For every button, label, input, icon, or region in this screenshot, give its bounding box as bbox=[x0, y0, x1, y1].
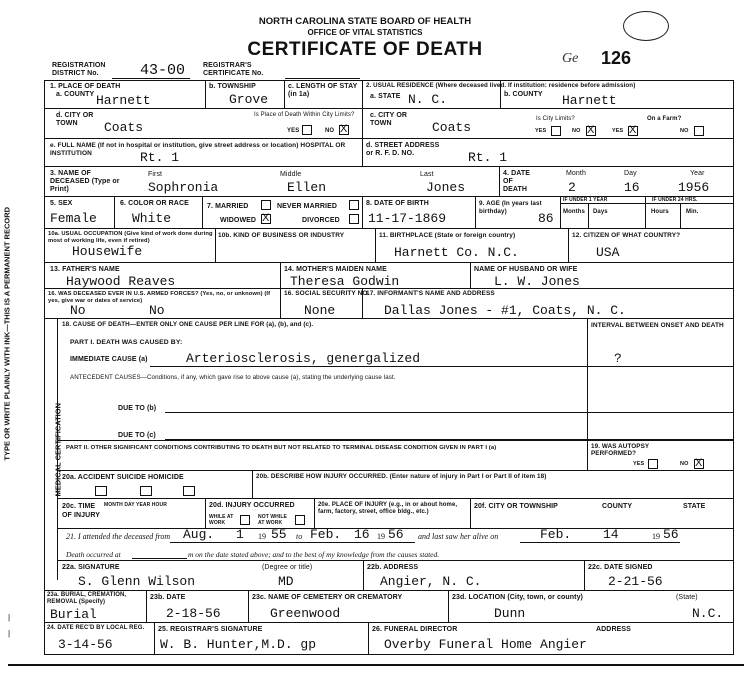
signature-value: S. Glenn Wilson bbox=[78, 574, 196, 589]
widowed-label: WIDOWED bbox=[220, 217, 257, 224]
state-f-label: STATE bbox=[683, 503, 706, 510]
homicide-checkbox[interactable] bbox=[183, 486, 195, 496]
occupation-label: 10a. USUAL OCCUPATION (Give kind of work done during most of working life, even if retired) bbox=[48, 231, 213, 244]
last-label: Last bbox=[420, 171, 434, 178]
margin-mark: | bbox=[8, 613, 11, 622]
attended-year-prefix: 19 bbox=[258, 532, 266, 541]
deceased-name-label: 3. NAME OF DECEASED (Type or Print) bbox=[50, 170, 120, 193]
death-occurred-tail: m on the date stated above; and to the best of my knowledge from the causes stated. bbox=[188, 550, 440, 559]
married-checkbox[interactable] bbox=[261, 200, 271, 210]
farm-no-checkbox[interactable] bbox=[694, 126, 704, 136]
date-of-birth-value: 11-17-1869 bbox=[368, 211, 447, 226]
certificate-number: 126 bbox=[601, 48, 632, 68]
in-city-yes-checkbox[interactable] bbox=[551, 126, 561, 136]
street-value: Rt. 1 bbox=[468, 150, 508, 165]
attended-label: 21. I attended the deceased from bbox=[66, 532, 171, 541]
day-label: Day bbox=[624, 170, 637, 177]
residence-yes-label: YES bbox=[535, 128, 547, 134]
to-label: to bbox=[296, 532, 303, 541]
immediate-cause-label: IMMEDIATE CAUSE (a) bbox=[70, 356, 148, 363]
birthplace-value: Harnett Co. N.C. bbox=[394, 245, 519, 260]
months-label: Months bbox=[563, 209, 585, 215]
month-label: Month bbox=[566, 170, 586, 177]
attended-to-year-prefix: 19 bbox=[377, 532, 385, 541]
within-city-label: Is Place of Death Within City Limits? bbox=[254, 112, 355, 118]
death-month-value: 2 bbox=[568, 180, 576, 195]
location-value: Dunn bbox=[494, 606, 526, 621]
armed-forces-value-2: No bbox=[149, 303, 165, 318]
death-day-value: 16 bbox=[624, 180, 640, 195]
degree-value: MD bbox=[278, 574, 294, 589]
date-of-birth-label: 8. DATE OF BIRTH bbox=[366, 200, 429, 207]
under-1-label: IF UNDER 1 YEAR bbox=[563, 197, 608, 203]
suicide-checkbox[interactable] bbox=[140, 486, 152, 496]
registrar-certificate-label: REGISTRAR'S bbox=[203, 62, 252, 69]
armed-forces-label: 16. WAS DECEASED EVER IN U.S. ARMED FORCES? (Yes, no, or unknown) (If yes, give war or dates of service) bbox=[48, 291, 271, 304]
hospital-label: e. FULL NAME (If not in hospital or institution, give street address or location) HOSPITAL OR INSTITUTION bbox=[50, 142, 346, 157]
margin-note: TYPE OR WRITE PLAINLY WITH INK—THIS IS A PERMANENT RECORD bbox=[2, 206, 12, 461]
accident-label: 20a. ACCIDENT SUICIDE HOMICIDE bbox=[62, 474, 184, 481]
residence-city-value: Coats bbox=[432, 120, 472, 135]
last-seen-year-prefix: 19 bbox=[652, 532, 660, 541]
registrar-certificate-label2: CERTIFICATE No. bbox=[203, 70, 264, 77]
antecedent-label: ANTECEDENT CAUSES—Conditions, if any, which gave rise to above cause (a), stating the underlying cause last. bbox=[70, 374, 396, 381]
county-f-label: COUNTY bbox=[602, 503, 633, 510]
residence-county-value: Harnett bbox=[562, 93, 617, 108]
spouse-label: NAME OF HUSBAND OR WIFE bbox=[474, 266, 578, 273]
due-to-c-label: DUE TO (c) bbox=[118, 432, 156, 439]
race-label: 6. COLOR OR RACE bbox=[120, 200, 189, 207]
divorced-checkbox[interactable] bbox=[349, 214, 359, 224]
within-city-no-mark: X bbox=[340, 123, 348, 135]
days-label: Days bbox=[593, 209, 608, 215]
margin-mark: | bbox=[8, 629, 11, 638]
farm-yes-mark: X bbox=[629, 124, 637, 136]
divorced-label: DIVORCED bbox=[302, 217, 340, 224]
township-label: b. TOWNSHIP bbox=[209, 83, 256, 90]
city-township-label: 20f. CITY OR TOWNSHIP bbox=[474, 503, 558, 510]
not-work-checkbox[interactable] bbox=[295, 515, 305, 525]
board-name: NORTH CAROLINA STATE BOARD OF HEALTH bbox=[258, 16, 472, 27]
not-work-label: NOT WHILE AT WORK bbox=[258, 514, 287, 526]
residence-county-label: b. COUNTY bbox=[504, 91, 543, 98]
farm-no-label: NO bbox=[680, 128, 689, 134]
father-label: 13. FATHER'S NAME bbox=[50, 266, 120, 273]
interval-value: ? bbox=[614, 351, 622, 366]
date-signed-label: 22c. DATE SIGNED bbox=[588, 564, 653, 571]
attended-to-year: 56 bbox=[388, 527, 404, 542]
residence-no-label: NO bbox=[572, 128, 581, 134]
ssn-value: None bbox=[304, 303, 336, 318]
hospital-value: Rt. 1 bbox=[140, 150, 180, 165]
autopsy-no-label: NO bbox=[680, 461, 689, 467]
due-to-b-label: DUE TO (b) bbox=[118, 405, 157, 412]
yes-label: YES bbox=[287, 128, 300, 134]
age-value: 86 bbox=[538, 211, 554, 226]
residence-state-value: N. C. bbox=[408, 92, 448, 107]
while-work-checkbox[interactable] bbox=[240, 515, 250, 525]
place-injury-label: 20e. PLACE OF INJURY (e.g., in or about home, farm, factory, street, office bldg., etc.) bbox=[318, 502, 458, 515]
spouse-value: L. W. Jones bbox=[494, 274, 580, 289]
last-seen-day: 14 bbox=[603, 527, 619, 542]
date-received-label: 24. DATE REC'D BY LOCAL REG. bbox=[47, 625, 145, 631]
autopsy-label: 19. WAS AUTOPSY PERFORMED? bbox=[591, 443, 650, 457]
hours-label: Hours bbox=[651, 209, 669, 215]
residence-city-label: c. CITY OR TOWN bbox=[370, 112, 408, 127]
describe-injury-label: 20b. DESCRIBE HOW INJURY OCCURRED. (Enter nature of injury in Part I or Part II of item 18) bbox=[256, 473, 547, 480]
attended-from-month: Aug. bbox=[183, 527, 215, 542]
date-received-value: 3-14-56 bbox=[58, 637, 113, 652]
mother-value: Theresa Godwin bbox=[290, 274, 400, 289]
autopsy-no-mark: X bbox=[695, 457, 703, 469]
registrar-signature-label: 25. REGISTRAR'S SIGNATURE bbox=[158, 626, 263, 633]
citizen-label: 12. CITIZEN OF WHAT COUNTRY? bbox=[572, 232, 681, 239]
farm-yes-label: YES bbox=[612, 128, 624, 134]
registrar-signature-value: W. B. Hunter,M.D. gp bbox=[160, 637, 317, 652]
time-injury-label: 20c. TIME OF INJURY bbox=[62, 503, 100, 519]
never-married-label: NEVER MARRIED bbox=[277, 203, 338, 210]
part1-label: PART I. DEATH WAS CAUSED BY: bbox=[70, 339, 183, 346]
physician-address-value: Angier, N. C. bbox=[380, 574, 482, 589]
registration-district-label2: DISTRICT No. bbox=[52, 70, 99, 77]
attended-to-day: 16 bbox=[354, 527, 370, 542]
accident-checkbox[interactable] bbox=[95, 486, 107, 496]
burial-label: 23a. BURIAL, CREMATION, REMOVAL (Specify) bbox=[47, 592, 127, 605]
within-city-yes-checkbox[interactable] bbox=[302, 125, 312, 135]
no-label: NO bbox=[325, 128, 335, 134]
part2-label: PART II. OTHER SIGNIFICANT CONDITIONS CONTRIBUTING TO DEATH BUT NOT RELATED TO TERMINAL DISEASE CONDITION GIVEN IN PART I (a) bbox=[66, 445, 497, 451]
under-24-label: IF UNDER 24 HRS. bbox=[652, 197, 698, 203]
last-saw-label: and last saw her alive on bbox=[418, 532, 499, 541]
seal-stamp bbox=[623, 11, 669, 41]
death-year-value: 1956 bbox=[678, 180, 710, 195]
citizen-value: USA bbox=[596, 245, 620, 260]
cemetery-label: 23c. NAME OF CEMETERY OR CREMATORY bbox=[252, 594, 403, 601]
on-farm-label: On a Farm? bbox=[647, 116, 682, 122]
burial-value: Burial bbox=[50, 607, 97, 622]
state-label: a. STATE bbox=[370, 93, 401, 100]
in-city-limits-label: Is City Limits? bbox=[536, 116, 575, 122]
last-seen-month: Feb. bbox=[540, 527, 572, 542]
county-value: Harnett bbox=[96, 93, 151, 108]
registration-district-label: REGISTRATION bbox=[52, 62, 106, 69]
business-label: 10b. KIND OF BUSINESS OR INDUSTRY bbox=[218, 232, 345, 239]
age-label: 9. AGE (In years last birthday) bbox=[479, 200, 542, 215]
autopsy-yes-label: YES bbox=[633, 461, 645, 467]
attended-from-year: 55 bbox=[271, 527, 287, 542]
city-label: d. CITY OR TOWN bbox=[56, 112, 94, 127]
document-title: CERTIFICATE OF DEATH bbox=[247, 39, 483, 60]
race-value: White bbox=[132, 211, 172, 226]
occupation-value: Housewife bbox=[72, 244, 143, 259]
middle-name-value: Ellen bbox=[287, 180, 327, 195]
funeral-director-label: 26. FUNERAL DIRECTOR bbox=[372, 626, 458, 633]
widowed-mark: X bbox=[262, 212, 270, 224]
attended-from-day: 1 bbox=[236, 527, 244, 542]
year-label: Year bbox=[690, 170, 705, 177]
ssn-label: 16. SOCIAL SECURITY NO. bbox=[284, 290, 370, 297]
usual-residence-label: 2. USUAL RESIDENCE (Where deceased lived. If institution: residence before admission) bbox=[366, 82, 636, 89]
cause-label: 18. CAUSE OF DEATH—ENTER ONLY ONE CAUSE PER LINE FOR (a), (b), and (c). bbox=[62, 321, 314, 328]
last-seen-year: 56 bbox=[663, 527, 679, 542]
sex-label: 5. SEX bbox=[50, 200, 73, 207]
location-label: 23d. LOCATION (City, town, or county) bbox=[452, 594, 583, 601]
burial-state-value: N.C. bbox=[692, 606, 724, 621]
interval-label: INTERVAL BETWEEN ONSET AND DEATH bbox=[591, 322, 724, 329]
burial-date-value: 2-18-56 bbox=[166, 606, 221, 621]
street-label: d. STREET ADDRESS or R. F. D. NO. bbox=[366, 142, 440, 157]
physician-address-label: 22b. ADDRESS bbox=[367, 564, 419, 571]
signature-label: 22a. SIGNATURE bbox=[62, 564, 120, 571]
min-label: Min. bbox=[686, 209, 699, 215]
county-label: a. COUNTY bbox=[56, 91, 95, 98]
township-value: Grove bbox=[229, 92, 269, 107]
injury-occurred-label: 20d. INJURY OCCURRED bbox=[209, 502, 295, 509]
attended-to-month: Feb. bbox=[310, 527, 342, 542]
date-signed-value: 2-21-56 bbox=[608, 574, 663, 589]
time-units-label: MONTH DAY YEAR HOUR bbox=[104, 502, 167, 508]
in-city-no-mark: X bbox=[587, 124, 595, 136]
medical-certification-label: MEDICAL CERTIFICATION bbox=[53, 403, 63, 497]
funeral-address-label: ADDRESS bbox=[596, 626, 631, 633]
length-stay-label: c. LENGTH OF STAY (in 1a) bbox=[288, 83, 358, 98]
registration-district-value: 43-00 bbox=[140, 62, 186, 79]
while-work-label: WHILE AT WORK bbox=[209, 514, 234, 526]
middle-label: Middle bbox=[280, 171, 302, 178]
autopsy-yes-checkbox[interactable] bbox=[648, 459, 658, 469]
stamp-note: Ge bbox=[562, 51, 579, 66]
death-occurred-label: Death occurred at bbox=[66, 550, 121, 559]
informant-value: Dallas Jones - #1, Coats, N. C. bbox=[384, 303, 626, 318]
office-name: OFFICE OF VITAL STATISTICS bbox=[307, 28, 423, 37]
birthplace-label: 11. BIRTHPLACE (State or foreign country) bbox=[379, 232, 516, 239]
married-label: 7. MARRIED bbox=[207, 203, 249, 210]
last-name-value: Jones bbox=[426, 180, 466, 195]
place-of-death-label: 1. PLACE OF DEATH bbox=[50, 83, 121, 90]
degree-label: (Degree or title) bbox=[262, 564, 313, 571]
father-value: Haywood Reaves bbox=[66, 274, 176, 289]
first-name-value: Sophronia bbox=[148, 180, 219, 195]
mother-label: 14. MOTHER'S MAIDEN NAME bbox=[284, 266, 387, 273]
sex-value: Female bbox=[50, 211, 97, 226]
armed-forces-value-1: No bbox=[70, 303, 86, 318]
informant-label: 17. INFORMANT'S NAME AND ADDRESS bbox=[366, 290, 495, 297]
funeral-director-value: Overby Funeral Home Angier bbox=[384, 637, 587, 652]
location-state-label: (State) bbox=[676, 594, 698, 601]
date-of-death-label: 4. DATE OF DEATH bbox=[503, 170, 531, 193]
city-value: Coats bbox=[104, 120, 144, 135]
first-label: First bbox=[148, 171, 163, 178]
burial-date-label: 23b. DATE bbox=[150, 594, 186, 601]
never-married-checkbox[interactable] bbox=[349, 200, 359, 210]
cemetery-value: Greenwood bbox=[270, 606, 341, 621]
immediate-cause-value: Arteriosclerosis, genergalized bbox=[186, 351, 421, 366]
